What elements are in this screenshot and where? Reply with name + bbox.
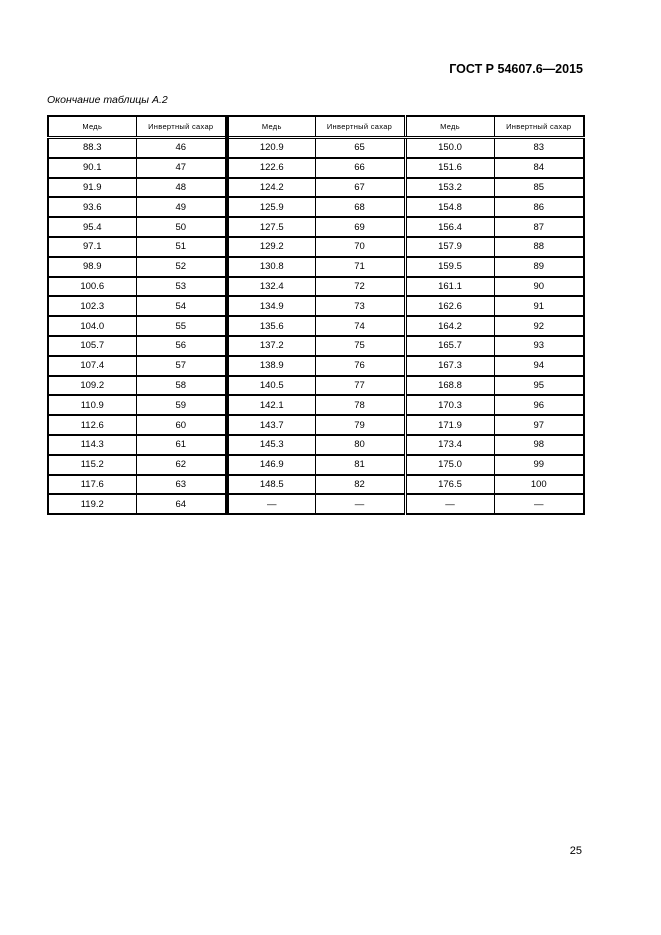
table-cell: 81	[315, 455, 405, 475]
column-header: Инвертный сахар	[315, 116, 405, 138]
table-row	[48, 217, 584, 237]
table-cell: 76	[315, 356, 405, 376]
table-row	[48, 455, 584, 475]
table-cell: 164.2	[405, 316, 494, 336]
table-cell: 146.9	[227, 455, 315, 475]
table-cell: 135.6	[227, 316, 315, 336]
table-cell: 64	[136, 494, 227, 514]
table-row	[48, 237, 584, 257]
table-cell: 85	[494, 178, 584, 198]
table-cell: 72	[315, 277, 405, 297]
table-cell: 130.8	[227, 257, 315, 277]
table-cell: 98.9	[48, 257, 136, 277]
table-cell: 161.1	[405, 277, 494, 297]
table-cell: 60	[136, 415, 227, 435]
table-cell: 57	[136, 356, 227, 376]
table-cell: 50	[136, 217, 227, 237]
table-cell: 138.9	[227, 356, 315, 376]
table-cell: 140.5	[227, 376, 315, 396]
table-cell: 68	[315, 197, 405, 217]
column-header: Медь	[48, 116, 136, 138]
table-row	[48, 435, 584, 455]
table-cell: 59	[136, 395, 227, 415]
table-cell: 90.1	[48, 158, 136, 178]
table-cell: 93.6	[48, 197, 136, 217]
table-row	[48, 178, 584, 198]
table-cell: 167.3	[405, 356, 494, 376]
table-cell: 129.2	[227, 237, 315, 257]
table-cell: 134.9	[227, 296, 315, 316]
table-row	[48, 296, 584, 316]
table-cell: 91.9	[48, 178, 136, 198]
table-cell: 93	[494, 336, 584, 356]
table-header-row	[48, 116, 584, 138]
table-cell: 69	[315, 217, 405, 237]
column-header: Медь	[405, 116, 494, 138]
column-header: Медь	[227, 116, 315, 138]
table-cell: 87	[494, 217, 584, 237]
table-cell: 75	[315, 336, 405, 356]
table-cell: 100.6	[48, 277, 136, 297]
table-cell: 125.9	[227, 197, 315, 217]
table-cell: 97.1	[48, 237, 136, 257]
table-cell: 156.4	[405, 217, 494, 237]
table-cell: 96	[494, 395, 584, 415]
table-cell: 176.5	[405, 475, 494, 495]
table-cell: 105.7	[48, 336, 136, 356]
table-cell: 88.3	[48, 138, 136, 158]
table-cell: 159.5	[405, 257, 494, 277]
table-row	[48, 316, 584, 336]
table-cell: 145.3	[227, 435, 315, 455]
table-cell: 58	[136, 376, 227, 396]
table-cell: 82	[315, 475, 405, 495]
table-row	[48, 356, 584, 376]
table-cell: 122.6	[227, 158, 315, 178]
table-cell: 120.9	[227, 138, 315, 158]
table-cell: 74	[315, 316, 405, 336]
column-header: Инвертный сахар	[494, 116, 584, 138]
table-row	[48, 138, 584, 158]
table-cell: 143.7	[227, 415, 315, 435]
table-cell: 66	[315, 158, 405, 178]
table-row	[48, 475, 584, 495]
table-cell: 89	[494, 257, 584, 277]
table-cell: 114.3	[48, 435, 136, 455]
table-cell: 99	[494, 455, 584, 475]
table-cell: 102.3	[48, 296, 136, 316]
table-row	[48, 336, 584, 356]
table-row	[48, 415, 584, 435]
table-cell: 86	[494, 197, 584, 217]
table-cell: 92	[494, 316, 584, 336]
table-cell: 95	[494, 376, 584, 396]
table-cell: 132.4	[227, 277, 315, 297]
table-row	[48, 158, 584, 178]
table-cell: 73	[315, 296, 405, 316]
table-row	[48, 257, 584, 277]
table-cell: —	[227, 494, 315, 514]
copper-invert-sugar-table	[47, 115, 585, 515]
table-cell: 153.2	[405, 178, 494, 198]
table-cell: 98	[494, 435, 584, 455]
table-cell: 124.2	[227, 178, 315, 198]
table-cell: 53	[136, 277, 227, 297]
table-cell: 54	[136, 296, 227, 316]
table-cell: 109.2	[48, 376, 136, 396]
table-cell: 47	[136, 158, 227, 178]
table-cell: 115.2	[48, 455, 136, 475]
table-cell: 90	[494, 277, 584, 297]
table-cell: 150.0	[405, 138, 494, 158]
table-cell: 61	[136, 435, 227, 455]
table-cell: 154.8	[405, 197, 494, 217]
table-cell: 63	[136, 475, 227, 495]
table-row	[48, 395, 584, 415]
table-cell: 83	[494, 138, 584, 158]
table-row	[48, 277, 584, 297]
table-cell: 51	[136, 237, 227, 257]
table-cell: 170.3	[405, 395, 494, 415]
table-cell: 56	[136, 336, 227, 356]
table-cell: 112.6	[48, 415, 136, 435]
table-cell: 110.9	[48, 395, 136, 415]
table-cell: 79	[315, 415, 405, 435]
table-cell: 70	[315, 237, 405, 257]
table-row	[48, 494, 584, 514]
table-cell: 48	[136, 178, 227, 198]
table-cell: 142.1	[227, 395, 315, 415]
table-cell: 46	[136, 138, 227, 158]
table-cell: 62	[136, 455, 227, 475]
table-caption: Окончание таблицы А.2	[47, 94, 168, 106]
table-cell: 71	[315, 257, 405, 277]
table-row	[48, 197, 584, 217]
table-cell: 173.4	[405, 435, 494, 455]
table-cell: 168.8	[405, 376, 494, 396]
document-code: ГОСТ Р 54607.6—2015	[449, 62, 583, 76]
table-cell: 100	[494, 475, 584, 495]
table-cell: —	[315, 494, 405, 514]
table-cell: 107.4	[48, 356, 136, 376]
table-cell: —	[405, 494, 494, 514]
table-cell: 77	[315, 376, 405, 396]
table-cell: 88	[494, 237, 584, 257]
table-cell: 78	[315, 395, 405, 415]
table-row	[48, 376, 584, 396]
table-cell: 117.6	[48, 475, 136, 495]
table-cell: 95.4	[48, 217, 136, 237]
table-cell: 162.6	[405, 296, 494, 316]
table-cell: 165.7	[405, 336, 494, 356]
table-cell: 67	[315, 178, 405, 198]
table-cell: 55	[136, 316, 227, 336]
table-cell: 175.0	[405, 455, 494, 475]
table-cell: —	[494, 494, 584, 514]
table-cell: 119.2	[48, 494, 136, 514]
table-cell: 97	[494, 415, 584, 435]
table-cell: 148.5	[227, 475, 315, 495]
table-cell: 80	[315, 435, 405, 455]
column-header: Инвертный сахар	[136, 116, 227, 138]
table-cell: 137.2	[227, 336, 315, 356]
page-number: 25	[569, 845, 582, 857]
table-cell: 157.9	[405, 237, 494, 257]
table-cell: 65	[315, 138, 405, 158]
table-cell: 49	[136, 197, 227, 217]
table-cell: 94	[494, 356, 584, 376]
table-cell: 52	[136, 257, 227, 277]
table-cell: 127.5	[227, 217, 315, 237]
table-cell: 104.0	[48, 316, 136, 336]
table-cell: 84	[494, 158, 584, 178]
table-cell: 171.9	[405, 415, 494, 435]
table-cell: 91	[494, 296, 584, 316]
table-cell: 151.6	[405, 158, 494, 178]
